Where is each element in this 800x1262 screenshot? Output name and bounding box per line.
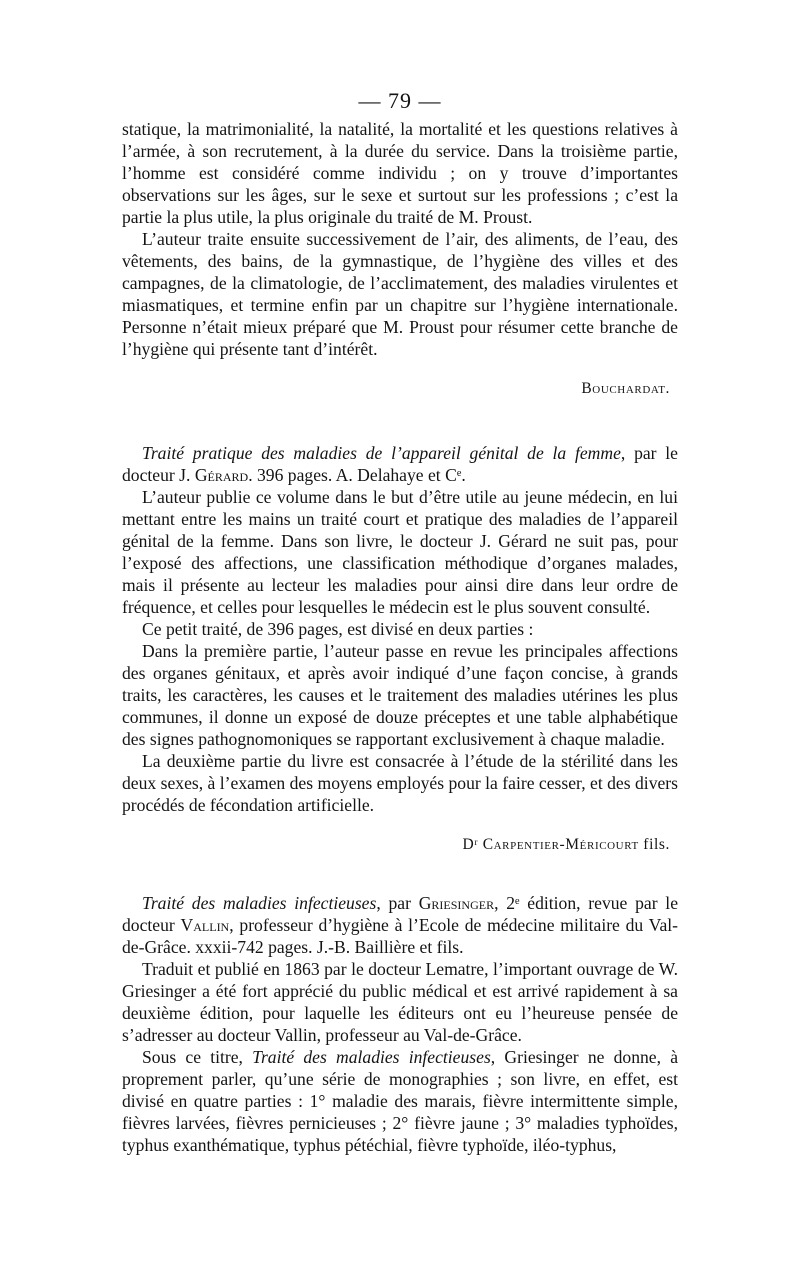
signature-prefix: Dʳ [462,836,483,853]
author-name: Gérard [194,465,249,485]
inline-book-title: Traité des maladies infectieuses [252,1047,491,1067]
section-hygiene-review [122,118,678,1156]
signature-carpentier [122,834,678,856]
reviser-name: Vallin [180,915,230,935]
signature-name: Bouchardat. [581,380,670,397]
paragraph-body: , Griesinger ne donne, à proprement parler, qu’une série de monographies ; son livre, en effet, est divisé en quatre parties : 1° maladie des marais, fièvre intermittente simple, fièvres larvées, fièvres pernicieuses ; 2° fièvre jaune ; 3° maladies typhoïdes, typhus exanthématique, typhus pétéchial, fièvre typhoïde, iléo-typhus, [122,1047,679,1155]
review-paragraph: Traduit et publié en 1863 par le docteur Lematre, l’important ouvrage de W. Griesinger a été fort apprécié du public médical et est arrivé rapidement à sa deuxième édition, pour laquelle les éditeurs ont eu l’heureuse pensée de s’adresser au docteur Vallin, professeur au Val-de-Grâce. [122,959,678,1045]
hygiene-paragraph: L’auteur traite ensuite successivement de l’air, des aliments, de l’eau, des vêtements, des bains, de la gymnastique, de l’hygiène des villes et des campagnes, de la climatologie, de l’acclimatement, des maladies virulentes et miasmatiques, et termine enfin par un chapitre sur l’hygiène internationale. Personne n’était mieux préparé que M. Proust pour résumer cette branche de l’hygiène qui présente tant d’intérêt. [122,229,678,359]
review-paragraph-final [122,1046,678,1156]
review-heading-griesinger [122,892,678,958]
review-paragraph: L’auteur publie ce volume dans le but d’être utile au jeune médecin, en lui mettant entre les mains un traité court et pratique des maladies de l’appareil génital de la femme. Dans son livre, le docteur J. Gérard ne suit pas, pour l’exposé des affections, une classification méthodique d’organes malades, mais il présente au lecteur les maladies pour ainsi dire dans leur ordre de fréquence, et celles pour lesquelles le médecin est le plus souvent consulté. [122,487,678,617]
book-title: Traité des maladies infectieuses [142,893,377,913]
book-title: Traité pratique des maladies de l’appareil génital de la femme [142,443,621,463]
heading-by: , par [376,893,419,913]
author-name: Griesinger [418,893,495,913]
review-heading-gerard [122,442,678,486]
signature-suffix: fils. [638,836,670,853]
review-paragraph: La deuxième partie du livre est consacrée à l’étude de la stérilité dans les deux sexes, à l’examen des moyens employés pour la faire cesser, et des divers procédés de fécondation artificielle. [122,751,678,815]
continuation-paragraph: statique, la matrimonialité, la natalité, la mortalité et les questions relatives à l’armée, à son recrutement, à la durée du service. Dans la troisième partie, l’homme est considéré comme individu ; on y trouve d’importantes observations sur les âges, sur le sexe et surtout sur les professions ; c’est la partie la plus utile, la plus originale du traité de M. Proust. [122,119,678,227]
signature-bouchardat [122,378,678,400]
edition-info: , 2ᵉ édition, revue par le docteur [122,893,678,935]
publication-info: . 396 pages. A. Delahaye et Cᵉ. [248,465,466,485]
paragraph-lead: Sous ce titre, [142,1047,253,1067]
publication-info: , professeur d’hygiène à l’Ecole de médecine militaire du Val-de-Grâce. xxxii-742 pages. J.-B. Baillière et fils. [122,915,678,957]
heading-by: , par le docteur J. [122,443,678,485]
signature-name: Carpentier-Méricourt [482,836,639,853]
review-paragraph: Ce petit traité, de 396 pages, est divisé en deux parties : [142,619,534,639]
review-paragraph: Dans la première partie, l’auteur passe en revue les principales affections des organes génitaux, et après avoir indiqué d’une façon concise, à grands traits, les caractères, les causes et le traitement des maladies utérines les plus communes, il donne un exposé de douze préceptes et une table alphabétique des signes pathognomoniques se rapportant exclusivement à chaque maladie. [122,641,678,749]
page-number: — 79 — [358,88,442,113]
